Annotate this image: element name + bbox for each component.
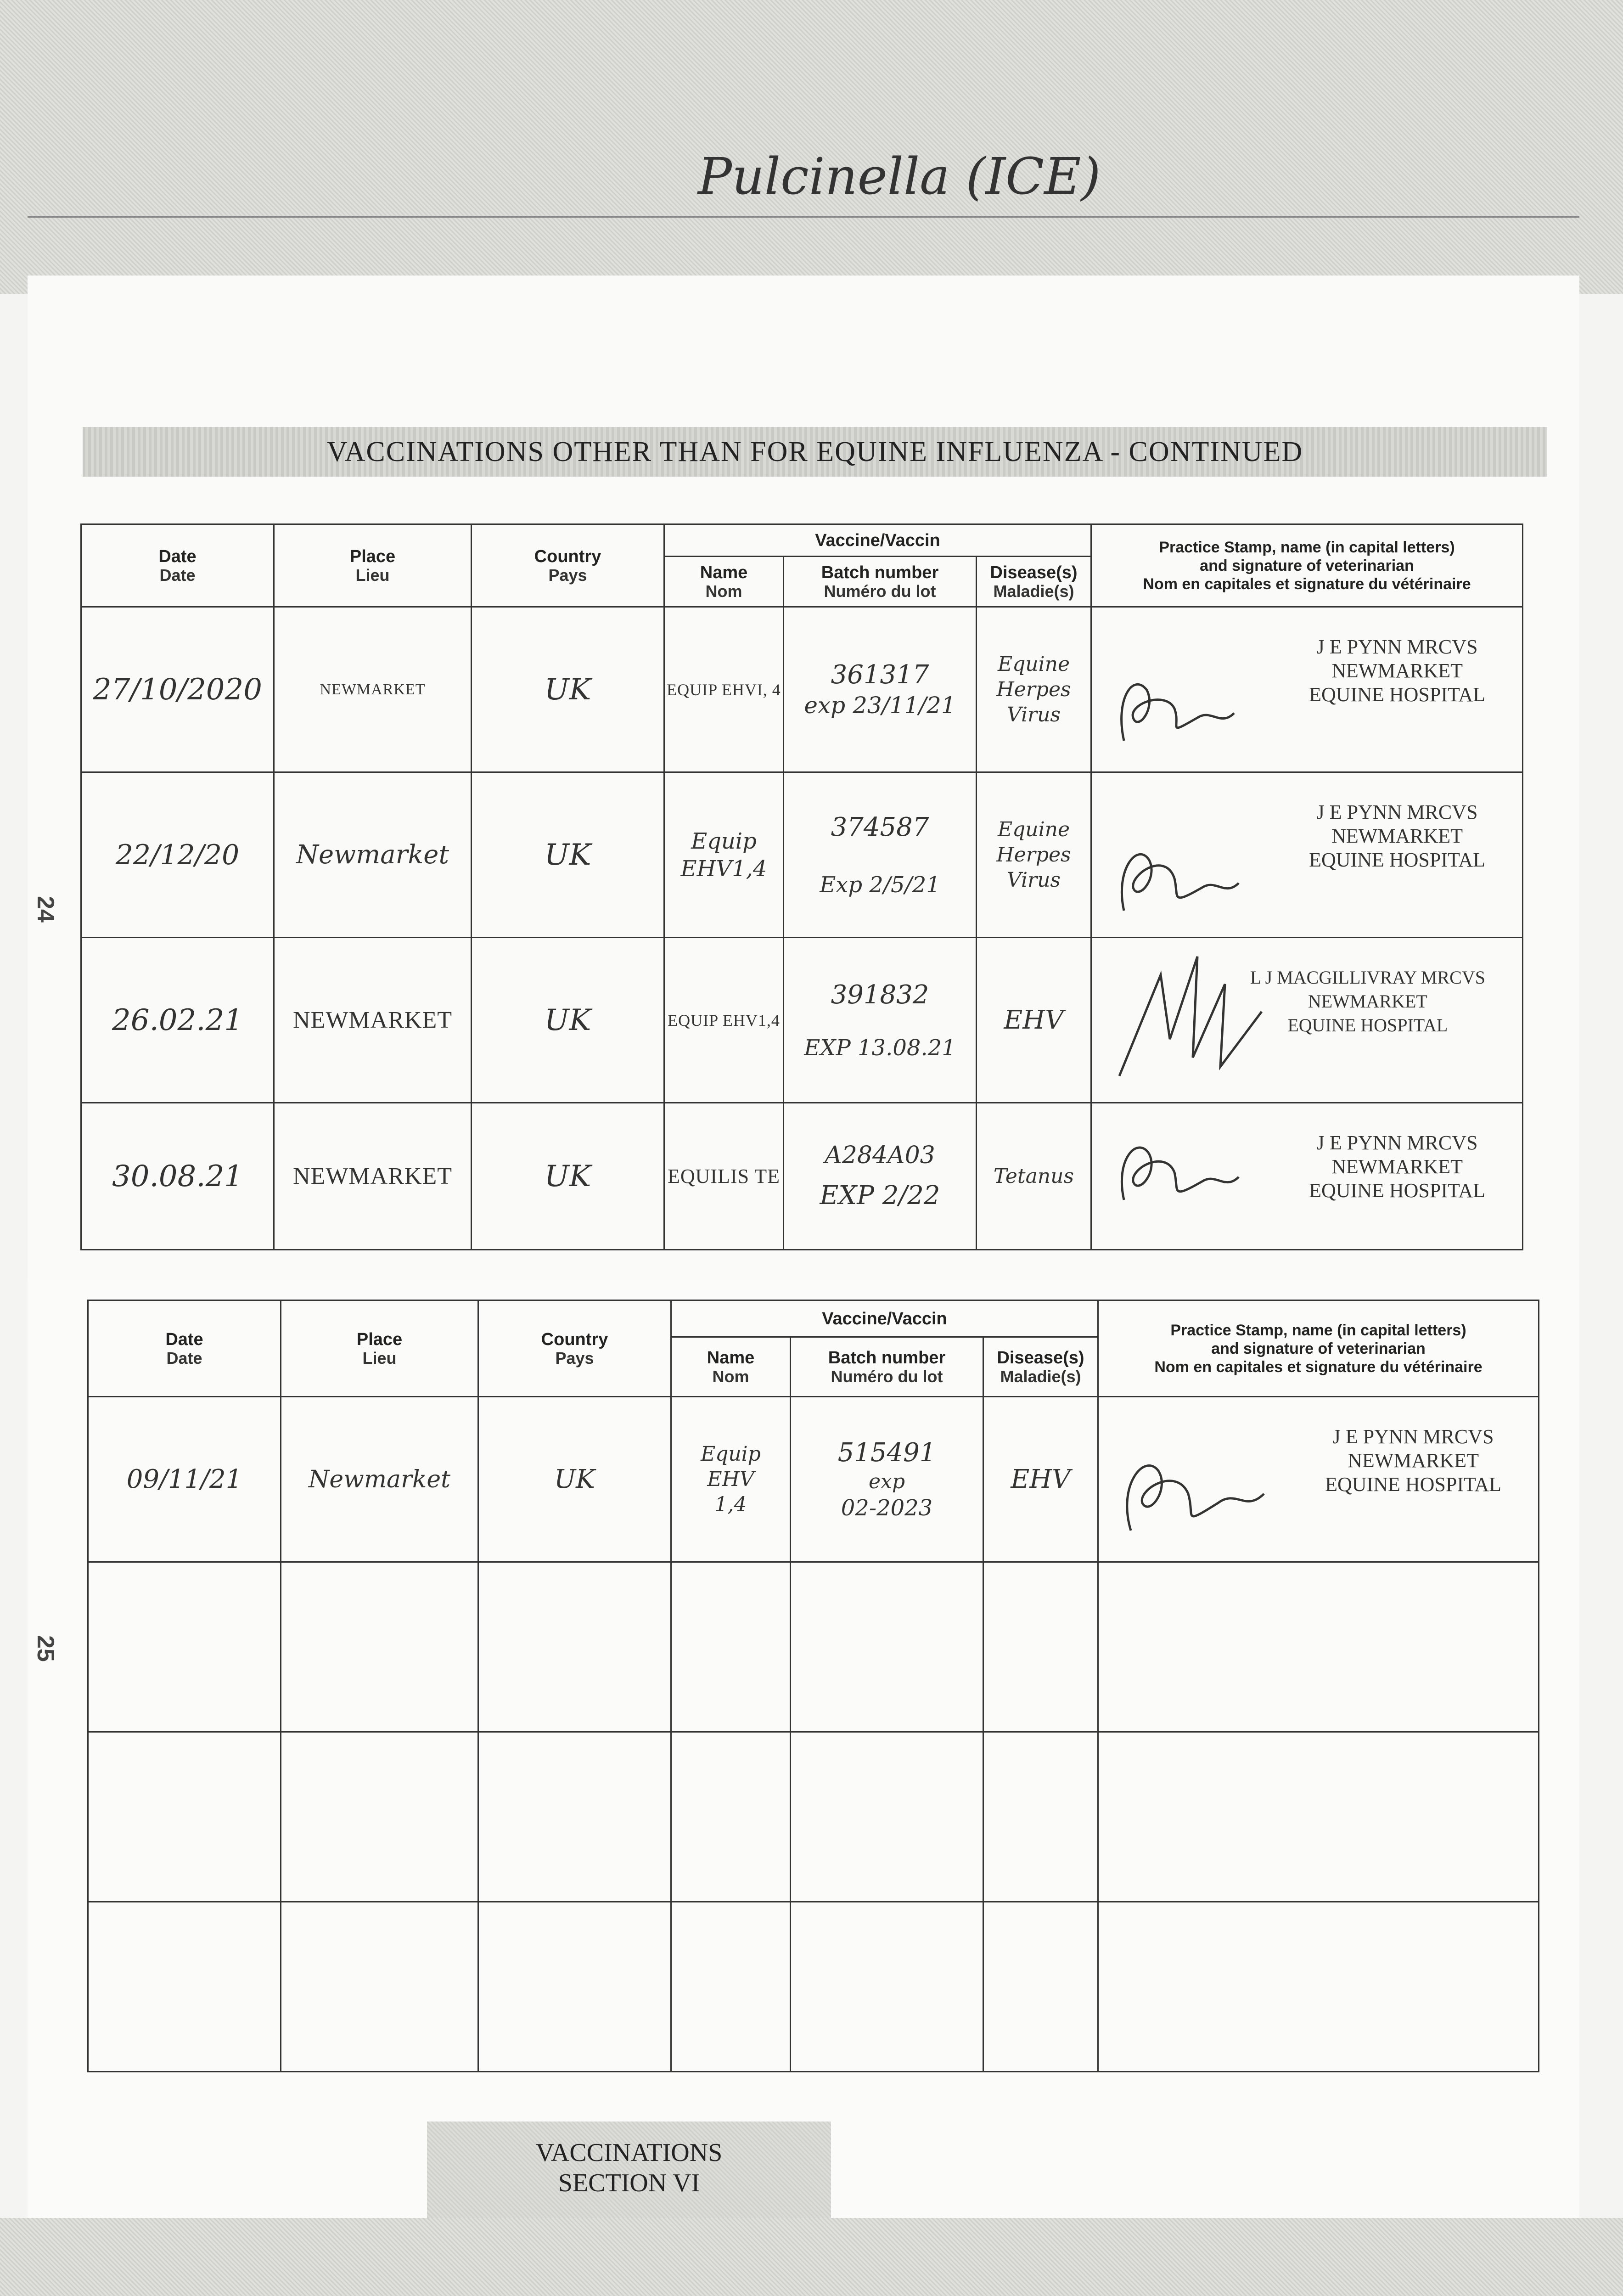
- cell-disease: Equine Herpes Virus: [977, 607, 1091, 772]
- cell-vaccine-name: EQUIP EHVI, 4: [664, 607, 784, 772]
- practice-stamp: J E PYNN MRCVS NEWMARKET EQUINE HOSPITAL: [1325, 1425, 1501, 1496]
- page-number-lower: 25: [32, 1635, 59, 1662]
- table-row: [81, 772, 1523, 938]
- header-vaccine: Vaccine/Vaccin: [664, 524, 1091, 557]
- cell-vet-stamp: [1091, 1103, 1523, 1250]
- cell-vet-stamp: [1091, 607, 1523, 772]
- scan-bottom-band: [0, 2218, 1623, 2296]
- cell-place: NEWMARKET: [274, 938, 472, 1103]
- cell-vet-stamp: [1091, 772, 1523, 938]
- header-name: Name Nom: [664, 557, 784, 607]
- header-name: Name Nom: [671, 1337, 791, 1397]
- practice-stamp: L J MACGILLIVRAY MRCVS NEWMARKET EQUINE HOSPITAL: [1250, 967, 1485, 1035]
- cell-vaccine-name: EQUIP EHV1,4: [664, 938, 784, 1103]
- table-row: [81, 607, 1523, 772]
- header-disease: Disease(s) Maladie(s): [977, 557, 1091, 607]
- header-place: Place Lieu: [281, 1300, 478, 1397]
- cell-country: UK: [472, 1103, 664, 1250]
- cell-disease: Equine Herpes Virus: [977, 772, 1091, 938]
- header-vaccine: Vaccine/Vaccin: [671, 1300, 1098, 1337]
- cell-disease: Tetanus: [977, 1103, 1091, 1250]
- practice-stamp: J E PYNN MRCVS NEWMARKET EQUINE HOSPITAL: [1309, 636, 1485, 706]
- practice-stamp: J E PYNN MRCVS NEWMARKET EQUINE HOSPITAL: [1309, 1131, 1485, 1202]
- table-row: [81, 1103, 1523, 1250]
- table-row: [88, 1397, 1539, 1562]
- cell-date: 27/10/2020: [81, 607, 274, 772]
- handwritten-horse-name: Pulcinella (ICE): [698, 147, 1101, 206]
- header-vet: Practice Stamp, name (in capital letters) and signature of veterinarian Nom en capitales et signature du vétérinaire: [1091, 524, 1523, 607]
- cell-batch: A284A03 EXP 2/22: [784, 1103, 977, 1250]
- signature-icon: [1106, 1126, 1243, 1209]
- cell-batch: 374587 Exp 2/5/21: [784, 772, 977, 938]
- cell-country: UK: [472, 607, 664, 772]
- page-number-upper: 24: [32, 896, 59, 923]
- cell-disease: EHV: [977, 938, 1091, 1103]
- signature-icon: [1112, 1439, 1269, 1540]
- table-row: [81, 938, 1523, 1103]
- signature-icon: [1106, 828, 1243, 920]
- cell-batch: 361317 exp 23/11/21: [784, 607, 977, 772]
- cell-vaccine-name: EQUILIS TE: [664, 1103, 784, 1250]
- vaccination-table-lower: [87, 1300, 1539, 2072]
- cell-place: Newmarket: [281, 1397, 478, 1562]
- cell-vet-stamp: [1091, 938, 1523, 1103]
- cell-country: UK: [472, 938, 664, 1103]
- vaccination-table-upper: [80, 523, 1523, 1250]
- header-date: Date Date: [81, 524, 274, 607]
- cell-batch: 391832 EXP 13.08.21: [784, 938, 977, 1103]
- cell-place: Newmarket: [274, 772, 472, 938]
- cell-country: UK: [478, 1397, 671, 1562]
- header-place: Place Lieu: [274, 524, 472, 607]
- signature-icon: [1106, 663, 1243, 754]
- cell-place: NEWMARKET: [274, 607, 472, 772]
- cell-vaccine-name: Equip EHV1,4: [664, 772, 784, 938]
- table-row-empty: [88, 1732, 1539, 1902]
- header-vet: Practice Stamp, name (in capital letters) and signature of veterinarian Nom en capitales et signature du vétérinaire: [1098, 1300, 1539, 1397]
- table-row-empty: [88, 1562, 1539, 1732]
- cell-date: 09/11/21: [88, 1397, 281, 1562]
- header-batch: Batch number Numéro du lot: [791, 1337, 983, 1397]
- cell-vaccine-name: Equip EHV 1,4: [671, 1397, 791, 1562]
- header-country: Country Pays: [478, 1300, 671, 1397]
- cell-batch: 515491 exp 02-2023: [791, 1397, 983, 1562]
- cell-country: UK: [472, 772, 664, 938]
- practice-stamp: J E PYNN MRCVS NEWMARKET EQUINE HOSPITAL: [1309, 801, 1485, 871]
- cell-date: 30.08.21: [81, 1103, 274, 1250]
- signature-icon: [1106, 947, 1271, 1085]
- cell-date: 26.02.21: [81, 938, 274, 1103]
- table-row-empty: [88, 1902, 1539, 2072]
- header-country: Country Pays: [472, 524, 664, 607]
- header-date: Date Date: [88, 1300, 281, 1397]
- header-batch: Batch number Numéro du lot: [784, 557, 977, 607]
- cell-place: NEWMARKET: [274, 1103, 472, 1250]
- header-disease: Disease(s) Maladie(s): [983, 1337, 1098, 1397]
- title-rule: [28, 216, 1579, 218]
- section-title: VACCINATIONS OTHER THAN FOR EQUINE INFLUENZA - CONTINUED: [326, 436, 1303, 467]
- cell-date: 22/12/20: [81, 772, 274, 938]
- cell-vet-stamp: [1098, 1397, 1539, 1562]
- footer-section-label: VACCINATIONS SECTION VI: [535, 2138, 723, 2197]
- cell-disease: EHV: [983, 1397, 1098, 1562]
